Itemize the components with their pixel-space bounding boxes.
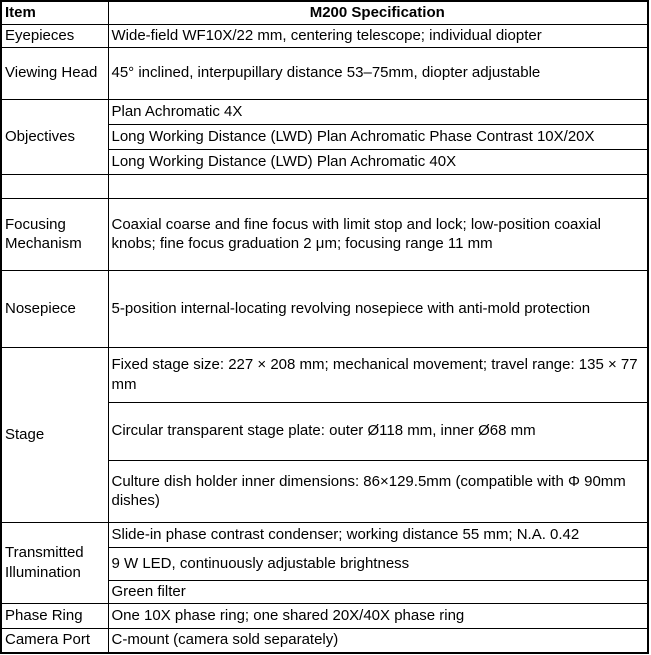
table-row-objectives-1 bbox=[1, 99, 648, 124]
focusing-mechanism-label: Focusing Mechanism bbox=[1, 198, 108, 270]
camera-port-value: C-mount (camera sold separately) bbox=[108, 628, 648, 653]
transmitted-illumination-value-2: 9 W LED, continuously adjustable brightness bbox=[108, 547, 648, 580]
transmitted-illumination-label: Transmitted Illumination bbox=[1, 522, 108, 603]
empty-row-value bbox=[108, 174, 648, 198]
stage-value-2: Circular transparent stage plate: outer Ø118 mm, inner Ø68 mm bbox=[108, 402, 648, 460]
eyepieces-label: Eyepieces bbox=[1, 24, 108, 47]
column-header-spec: M200 Specification bbox=[108, 1, 648, 24]
table-row-empty bbox=[1, 174, 648, 198]
viewing-head-value: 45° inclined, interpupillary distance 53–75mm, diopter adjustable bbox=[108, 47, 648, 99]
table-row-focusing-mechanism bbox=[1, 198, 648, 270]
table-row-phase-ring bbox=[1, 603, 648, 628]
stage-value-3: Culture dish holder inner dimensions: 86×129.5mm (compatible with Φ 90mm dishes) bbox=[108, 460, 648, 522]
transmitted-illumination-value-3: Green filter bbox=[108, 580, 648, 603]
transmitted-illumination-value-1: Slide-in phase contrast condenser; working distance 55 mm; N.A. 0.42 bbox=[108, 522, 648, 547]
objectives-label: Objectives bbox=[1, 99, 108, 174]
objectives-value-1: Plan Achromatic 4X bbox=[108, 99, 648, 124]
empty-row-label bbox=[1, 174, 108, 198]
table-row-transmitted-1 bbox=[1, 522, 648, 547]
eyepieces-value: Wide-field WF10X/22 mm, centering telescope; individual diopter bbox=[108, 24, 648, 47]
camera-port-label: Camera Port bbox=[1, 628, 108, 653]
table-row-eyepieces bbox=[1, 24, 648, 47]
table-row-viewing-head bbox=[1, 47, 648, 99]
nosepiece-label: Nosepiece bbox=[1, 270, 108, 347]
nosepiece-value: 5-position internal-locating revolving nosepiece with anti-mold protection bbox=[108, 270, 648, 347]
table-row-camera-port bbox=[1, 628, 648, 653]
table-header-row bbox=[1, 1, 648, 24]
table-row-nosepiece bbox=[1, 270, 648, 347]
viewing-head-label: Viewing Head bbox=[1, 47, 108, 99]
focusing-mechanism-value: Coaxial coarse and fine focus with limit stop and lock; low-position coaxial knobs; fine focus graduation 2 μm; focusing range 11 mm bbox=[108, 198, 648, 270]
objectives-value-2: Long Working Distance (LWD) Plan Achromatic Phase Contrast 10X/20X bbox=[108, 124, 648, 149]
phase-ring-label: Phase Ring bbox=[1, 603, 108, 628]
stage-value-1: Fixed stage size: 227 × 208 mm; mechanical movement; travel range: 135 × 77 mm bbox=[108, 347, 648, 402]
table-row-stage-1 bbox=[1, 347, 648, 402]
stage-label: Stage bbox=[1, 347, 108, 522]
phase-ring-value: One 10X phase ring; one shared 20X/40X phase ring bbox=[108, 603, 648, 628]
column-header-item: Item bbox=[1, 1, 108, 24]
objectives-value-3: Long Working Distance (LWD) Plan Achromatic 40X bbox=[108, 149, 648, 174]
